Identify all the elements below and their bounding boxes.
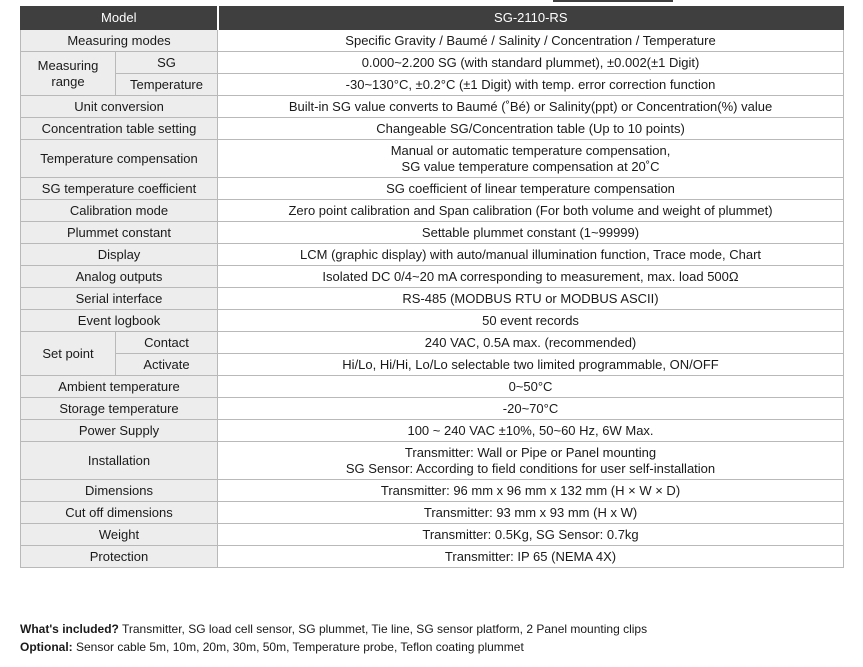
plummet-constant-label: Plummet constant (21, 222, 218, 244)
display-value: LCM (graphic display) with auto/manual illumination function, Trace mode, Chart (218, 244, 844, 266)
contact-label: Contact (116, 332, 218, 354)
included-text: Transmitter, SG load cell sensor, SG plummet, Tie line, SG sensor platform, 2 Panel mounting clips (118, 622, 648, 636)
table-row (21, 30, 844, 52)
unit-conversion-value: Built-in SG value converts to Baumé (˚Bé) or Salinity(ppt) or Concentration(%) value (218, 96, 844, 118)
display-label: Display (21, 244, 218, 266)
table-row (21, 480, 844, 502)
calibration-mode-label: Calibration mode (21, 200, 218, 222)
sg-range-label: SG (116, 52, 218, 74)
measuring-modes-value: Specific Gravity / Baumé / Salinity / Concentration / Temperature (218, 30, 844, 52)
temperature-compensation-line2: SG value temperature compensation at 20˚C (401, 158, 660, 174)
model-value: SG-2110-RS (218, 7, 844, 30)
temperature-compensation-label: Temperature compensation (21, 140, 218, 178)
model-label: Model (21, 7, 218, 30)
plummet-constant-value: Settable plummet constant (1~99999) (218, 222, 844, 244)
cut-off-dimensions-value: Transmitter: 93 mm x 93 mm (H x W) (218, 502, 844, 524)
table-row (21, 178, 844, 200)
analog-outputs-label: Analog outputs (21, 266, 218, 288)
table-row (21, 354, 844, 376)
table-row (21, 288, 844, 310)
table-row (21, 502, 844, 524)
measuring-range-label-line1: Measuring (37, 57, 99, 73)
table-row (21, 200, 844, 222)
table-row (21, 332, 844, 354)
dimensions-label: Dimensions (21, 480, 218, 502)
table-row (21, 524, 844, 546)
included-note (20, 620, 843, 638)
table-row (21, 222, 844, 244)
sg-range-value: 0.000~2.200 SG (with standard plummet), ±0.002(±1 Digit) (218, 52, 844, 74)
weight-value: Transmitter: 0.5Kg, SG Sensor: 0.7kg (218, 524, 844, 546)
activate-label: Activate (116, 354, 218, 376)
set-point-label: Set point (21, 332, 116, 376)
measuring-range-label (21, 52, 116, 96)
cut-off-dimensions-label: Cut off dimensions (21, 502, 218, 524)
table-row (21, 96, 844, 118)
installation-label: Installation (21, 442, 218, 480)
calibration-mode-value: Zero point calibration and Span calibration (For both volume and weight of plummet) (218, 200, 844, 222)
optional-text: Sensor cable 5m, 10m, 20m, 30m, 50m, Temperature probe, Teflon coating plummet (72, 640, 524, 654)
serial-interface-value: RS-485 (MODBUS RTU or MODBUS ASCII) (218, 288, 844, 310)
protection-value: Transmitter: IP 65 (NEMA 4X) (218, 546, 844, 568)
ambient-temperature-label: Ambient temperature (21, 376, 218, 398)
measuring-modes-label: Measuring modes (21, 30, 218, 52)
temperature-range-value: -30~130°C, ±0.2°C (±1 Digit) with temp. error correction function (218, 74, 844, 96)
table-row (21, 398, 844, 420)
sg-temp-coefficient-value: SG coefficient of linear temperature compensation (218, 178, 844, 200)
spec-table (20, 6, 844, 568)
unit-conversion-label: Unit conversion (21, 96, 218, 118)
optional-note (20, 638, 843, 656)
ambient-temperature-value: 0~50°C (218, 376, 844, 398)
installation-line1: Transmitter: Wall or Pipe or Panel mounting (404, 444, 657, 460)
concentration-table-value: Changeable SG/Concentration table (Up to 10 points) (218, 118, 844, 140)
table-row (21, 118, 844, 140)
table-row (21, 74, 844, 96)
serial-interface-label: Serial interface (21, 288, 218, 310)
storage-temperature-value: -20~70°C (218, 398, 844, 420)
power-supply-value: 100 ~ 240 VAC ±10%, 50~60 Hz, 6W Max. (218, 420, 844, 442)
notes-section (20, 620, 843, 656)
sg-temp-coefficient-label: SG temperature coefficient (21, 178, 218, 200)
event-logbook-label: Event logbook (21, 310, 218, 332)
temperature-compensation-line1: Manual or automatic temperature compensation, (390, 142, 671, 158)
contact-value: 240 VAC, 0.5A max. (recommended) (218, 332, 844, 354)
table-row (21, 244, 844, 266)
table-row (21, 140, 844, 178)
temperature-compensation-value (218, 140, 844, 178)
table-row (21, 546, 844, 568)
table-row (21, 266, 844, 288)
event-logbook-value: 50 event records (218, 310, 844, 332)
measuring-range-label-line2: range (51, 73, 85, 89)
table-row (21, 52, 844, 74)
spec-table-container (20, 6, 843, 568)
weight-label: Weight (21, 524, 218, 546)
table-row (21, 420, 844, 442)
protection-label: Protection (21, 546, 218, 568)
storage-temperature-label: Storage temperature (21, 398, 218, 420)
analog-outputs-value: Isolated DC 0/4~20 mA corresponding to measurement, max. load 500Ω (218, 266, 844, 288)
dimensions-value: Transmitter: 96 mm x 96 mm x 132 mm (H × W × D) (218, 480, 844, 502)
activate-value: Hi/Lo, Hi/Hi, Lo/Lo selectable two limited programmable, ON/OFF (218, 354, 844, 376)
table-row (21, 376, 844, 398)
installation-line2: SG Sensor: According to field conditions for user self-installation (345, 460, 716, 476)
included-label: What's included? (20, 622, 119, 636)
installation-value (218, 442, 844, 480)
table-row (21, 442, 844, 480)
concentration-table-label: Concentration table setting (21, 118, 218, 140)
table-header-row (21, 7, 844, 30)
table-row (21, 310, 844, 332)
power-supply-label: Power Supply (21, 420, 218, 442)
temperature-range-label: Temperature (116, 74, 218, 96)
optional-label: Optional: (20, 640, 73, 654)
header-accent-line (553, 0, 673, 2)
